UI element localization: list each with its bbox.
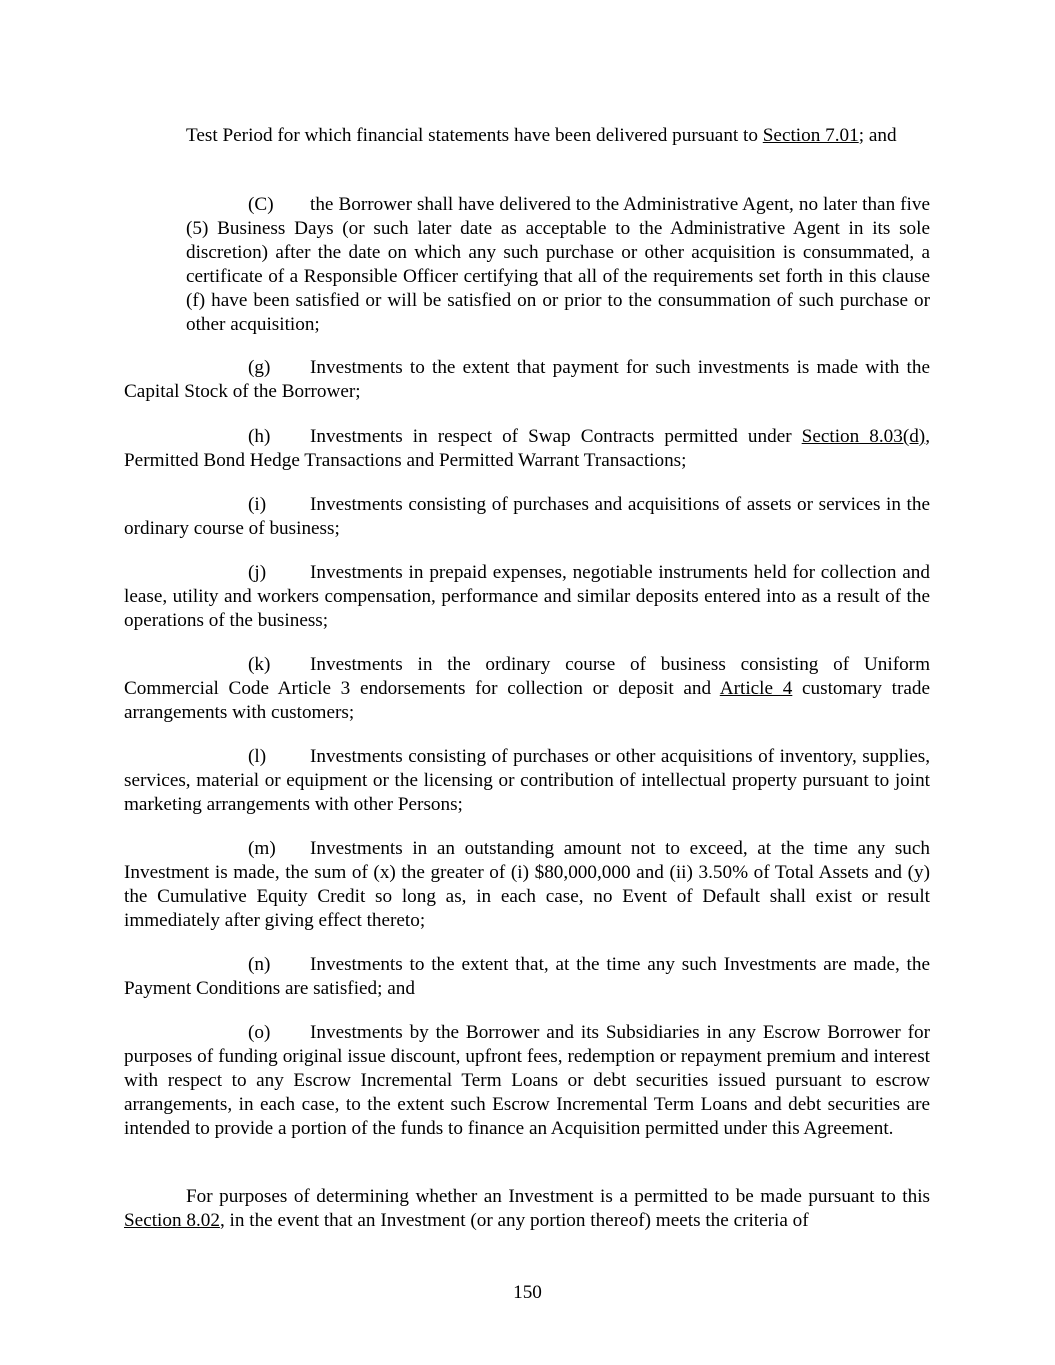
clause-n bbox=[124, 953, 930, 1001]
clause-text: customary trade arrangements with customers; bbox=[124, 678, 931, 723]
section-reference: Section 8.02 bbox=[124, 1210, 220, 1231]
paragraph-text: For purposes of determining whether an Investment is a permitted to be made pursuant to this bbox=[186, 1186, 930, 1207]
clause-text: Investments to the extent that payment for such investments is made with the Capital Stock of the Borrower; bbox=[124, 357, 930, 402]
clause-label: (n) bbox=[248, 954, 271, 975]
clause-text: Investments consisting of purchases or other acquisitions of inventory, supplies, services, material or equipment or the licensing or contribution of intellectual property pursuant to joint marketing arrangements with other Persons; bbox=[124, 746, 930, 815]
clause-k bbox=[124, 653, 930, 725]
clause-label: (m) bbox=[248, 838, 276, 859]
clause-C bbox=[186, 193, 930, 337]
clause-text: Investments in the ordinary course of business consisting of Uniform Commercial Code Article 3 endorsements for collection or deposit and bbox=[124, 654, 930, 699]
clause-text: Investments to the extent that, at the time any such Investments are made, the Payment Conditions are satisfied; and bbox=[124, 954, 930, 999]
clause-label: (j) bbox=[248, 562, 267, 583]
clause-text: , Permitted Bond Hedge Transactions and Permitted Warrant Transactions; bbox=[124, 426, 930, 471]
clause-text: Investments consisting of purchases and acquisitions of assets or services in the ordinary course of business; bbox=[124, 494, 930, 539]
clause-label: (i) bbox=[248, 494, 267, 515]
clause-label: (l) bbox=[248, 746, 267, 767]
clause-o bbox=[124, 1021, 930, 1141]
section-reference: Section 7.01 bbox=[762, 125, 859, 146]
clause-label: (o) bbox=[248, 1022, 271, 1043]
paragraph-text: ; and bbox=[858, 125, 897, 146]
paragraph-text: Test Period for which financial statements have been delivered pursuant to bbox=[186, 125, 763, 146]
clause-label: (C) bbox=[248, 194, 274, 215]
clause-text: Investments in respect of Swap Contracts permitted under bbox=[310, 426, 802, 447]
clause-text: Investments in an outstanding amount not to exceed, at the time any such Investment is made, the sum of (x) the greater of (i) $80,000,000 and (ii) 3.50% of Total Assets and (y) the Cumulative Equity Credit so long as, in each case, no Event of Default shall exist or result immediately after giving effect thereto; bbox=[124, 838, 930, 931]
clause-m bbox=[124, 837, 930, 933]
clause-label: (h) bbox=[248, 426, 271, 447]
clause-label: (k) bbox=[248, 654, 271, 675]
clause-g bbox=[124, 356, 930, 404]
clause-h bbox=[124, 425, 930, 473]
paragraph-purposes bbox=[124, 1185, 930, 1233]
paragraph-continuation bbox=[186, 124, 930, 148]
paragraph-text: , in the event that an Investment (or any portion thereof) meets the criteria of bbox=[219, 1210, 809, 1231]
clause-i bbox=[124, 493, 930, 541]
clause-l bbox=[124, 745, 930, 817]
clause-text: the Borrower shall have delivered to the Administrative Agent, no later than five (5) Business Days (or such later date as acceptable to the Administrative Agent in its sole discretion) after the date on which any such purchase or other acquisition is consummated, a certificate of a Responsible Officer certifying that all of the requirements set forth in this clause (f) have been satisfied or will be satisfied on or prior to the consummation of such purchase or other acquisition; bbox=[186, 194, 930, 335]
clause-label: (g) bbox=[248, 357, 271, 378]
clause-text: Investments by the Borrower and its Subsidiaries in any Escrow Borrower for purposes of funding original issue discount, upfront fees, redemption or repayment premium and interest with respect to any Escrow Incremental Term Loans or debt securities issued pursuant to escrow arrangements, in each case, to the extent such Escrow Incremental Term Loans and debt securities are intended to provide a portion of the funds to finance an Acquisition permitted under this Agreement. bbox=[124, 1022, 930, 1139]
article-reference: Article 4 bbox=[719, 678, 793, 699]
clause-j bbox=[124, 561, 930, 633]
clause-text: Investments in prepaid expenses, negotiable instruments held for collection and lease, utility and workers compensation, performance and similar deposits entered into as a result of the operations of the business; bbox=[124, 562, 930, 631]
page-number: 150 bbox=[513, 1282, 542, 1303]
section-reference: Section 8.03(d) bbox=[801, 426, 926, 447]
